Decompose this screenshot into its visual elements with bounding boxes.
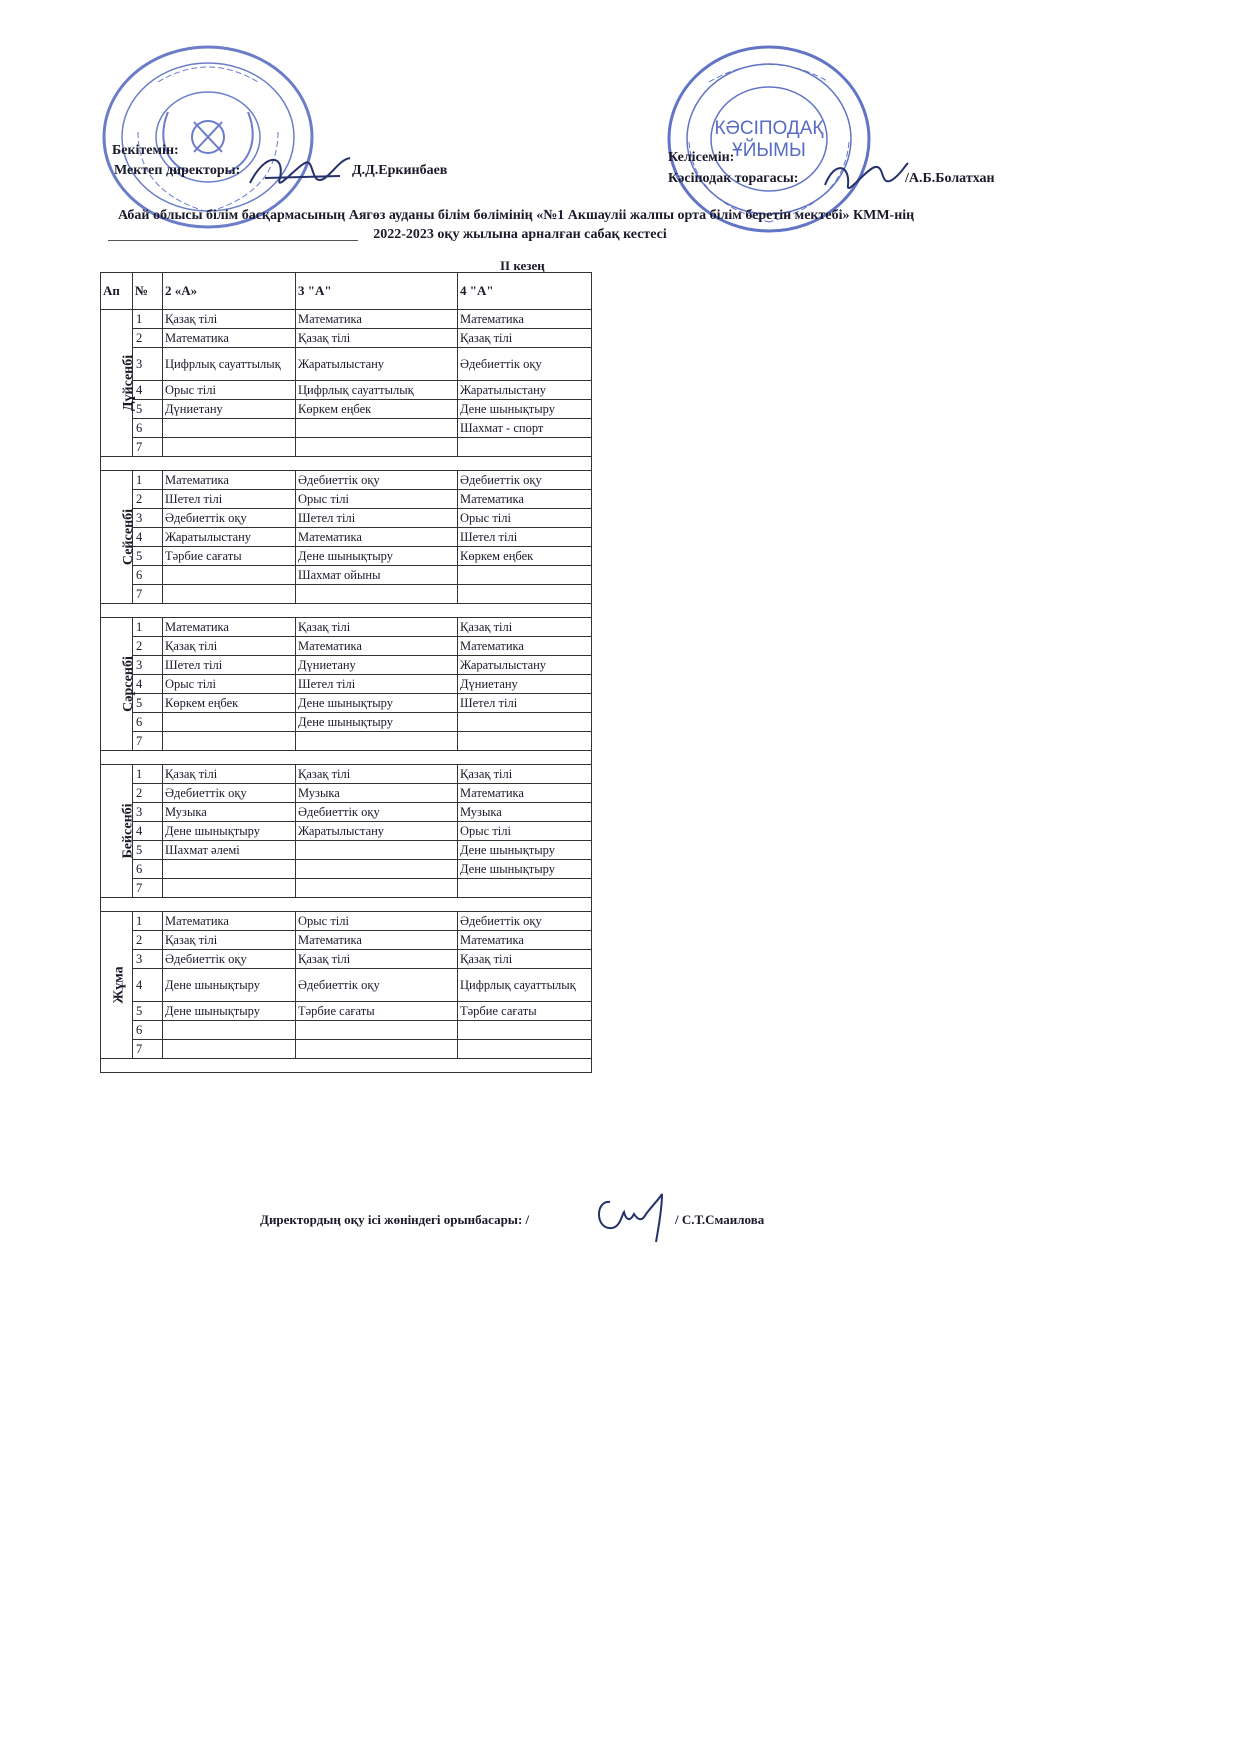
separator-cell xyxy=(101,604,592,618)
lesson-3a: Тәрбие сағаты xyxy=(296,1002,458,1021)
lesson-3a: Қазақ тілі xyxy=(296,329,458,348)
lesson-3a: Жаратылыстану xyxy=(296,348,458,381)
lesson-2a: Дене шынықтыру xyxy=(163,969,296,1002)
lesson-2a: Қазақ тілі xyxy=(163,637,296,656)
table-row xyxy=(101,969,592,1002)
lesson-2a: Математика xyxy=(163,618,296,637)
school-seal-stamp xyxy=(98,42,318,232)
lesson-number: 2 xyxy=(133,329,163,348)
agree-label: Келісемін: xyxy=(668,150,735,165)
lesson-4a xyxy=(458,1040,592,1059)
lesson-3a: Шетел тілі xyxy=(296,675,458,694)
table-row xyxy=(101,381,592,400)
lesson-4a xyxy=(458,713,592,732)
table-row xyxy=(101,471,592,490)
lesson-number: 2 xyxy=(133,490,163,509)
lesson-2a xyxy=(163,419,296,438)
lesson-number: 7 xyxy=(133,438,163,457)
schedule-body xyxy=(101,310,592,1073)
lesson-2a: Қазақ тілі xyxy=(163,765,296,784)
table-row xyxy=(101,841,592,860)
lesson-2a: Әдебиеттік оқу xyxy=(163,784,296,803)
day-cell xyxy=(101,618,136,751)
union-stamp-label: КӘСІПОДАҚ ҰЙЫМЫ xyxy=(714,118,824,161)
table-row xyxy=(101,637,592,656)
lesson-4a: Математика xyxy=(458,637,592,656)
lesson-2a: Орыс тілі xyxy=(163,675,296,694)
table-row xyxy=(101,547,592,566)
lesson-number: 2 xyxy=(133,931,163,950)
lesson-4a: Шетел тілі xyxy=(458,528,592,547)
lesson-2a: Шахмат әлемі xyxy=(163,841,296,860)
lesson-4a: Қазақ тілі xyxy=(458,765,592,784)
lesson-4a: Математика xyxy=(458,931,592,950)
lesson-number: 1 xyxy=(133,618,163,637)
lesson-number: 6 xyxy=(133,566,163,585)
separator-cell xyxy=(101,751,592,765)
document-title-line2: 2022-2023 оқу жылына арналған сабақ кестесі xyxy=(373,227,667,242)
lesson-number: 4 xyxy=(133,969,163,1002)
lesson-3a: Жаратылыстану xyxy=(296,822,458,841)
lesson-3a xyxy=(296,732,458,751)
lesson-2a: Жаратылыстану xyxy=(163,528,296,547)
lesson-3a xyxy=(296,438,458,457)
lesson-number: 5 xyxy=(133,400,163,419)
lesson-2a: Әдебиеттік оқу xyxy=(163,509,296,528)
lesson-4a: Дүниетану xyxy=(458,675,592,694)
lesson-2a: Цифрлық сауаттылық xyxy=(163,348,296,381)
lesson-2a: Дене шынықтыру xyxy=(163,1002,296,1021)
lesson-4a: Математика xyxy=(458,784,592,803)
lesson-3a xyxy=(296,585,458,604)
lesson-4a xyxy=(458,732,592,751)
lesson-4a: Математика xyxy=(458,310,592,329)
lesson-3a: Орыс тілі xyxy=(296,912,458,931)
table-row xyxy=(101,490,592,509)
lesson-4a: Жаратылыстану xyxy=(458,381,592,400)
lesson-3a xyxy=(296,841,458,860)
lesson-4a xyxy=(458,585,592,604)
lesson-3a xyxy=(296,1021,458,1040)
document-title-line1: Абай облысы білім басқармасының Аягөз ауданы білім бөлімінің «№1 Акшауліі жалпы орта білім беретін мектебі» КММ-нің xyxy=(118,208,915,223)
lesson-2a: Шетел тілі xyxy=(163,656,296,675)
lesson-4a: Қазақ тілі xyxy=(458,618,592,637)
separator-cell xyxy=(101,457,592,471)
lesson-number: 1 xyxy=(133,310,163,329)
day-cell xyxy=(101,765,136,898)
lesson-4a: Дене шынықтыру xyxy=(458,400,592,419)
lesson-3a: Көркем еңбек xyxy=(296,400,458,419)
table-row xyxy=(101,1021,592,1040)
director-signature xyxy=(245,148,355,198)
lesson-number: 2 xyxy=(133,784,163,803)
lesson-4a: Көркем еңбек xyxy=(458,547,592,566)
table-row xyxy=(101,822,592,841)
lesson-number: 4 xyxy=(133,381,163,400)
lesson-number: 1 xyxy=(133,765,163,784)
header-number: № xyxy=(133,273,163,310)
lesson-3a xyxy=(296,860,458,879)
lesson-number: 3 xyxy=(133,348,163,381)
table-row xyxy=(101,713,592,732)
approve-label: Бекітемін: xyxy=(112,143,179,158)
lesson-2a: Қазақ тілі xyxy=(163,931,296,950)
lesson-4a: Орыс тілі xyxy=(458,509,592,528)
lesson-3a: Дене шынықтыру xyxy=(296,547,458,566)
table-row xyxy=(101,1040,592,1059)
lesson-3a xyxy=(296,879,458,898)
lesson-3a: Математика xyxy=(296,637,458,656)
lesson-3a: Цифрлық сауаттылық xyxy=(296,381,458,400)
lesson-4a xyxy=(458,566,592,585)
lesson-2a xyxy=(163,438,296,457)
lesson-number: 7 xyxy=(133,585,163,604)
lesson-3a: Дүниетану xyxy=(296,656,458,675)
table-row xyxy=(101,585,592,604)
deputy-name: / С.Т.Смаилова xyxy=(675,1212,765,1227)
lesson-3a: Дене шынықтыру xyxy=(296,713,458,732)
lesson-4a: Қазақ тілі xyxy=(458,950,592,969)
lesson-number: 7 xyxy=(133,1040,163,1059)
lesson-number: 1 xyxy=(133,471,163,490)
lesson-2a: Дүниетану xyxy=(163,400,296,419)
day-separator-row xyxy=(101,457,592,471)
table-row xyxy=(101,879,592,898)
table-row xyxy=(101,694,592,713)
lesson-2a: Көркем еңбек xyxy=(163,694,296,713)
lesson-3a: Шахмат ойыны xyxy=(296,566,458,585)
lesson-3a: Қазақ тілі xyxy=(296,950,458,969)
day-name: Сейсенбі xyxy=(121,508,137,566)
lesson-4a: Орыс тілі xyxy=(458,822,592,841)
lesson-4a: Дене шынықтыру xyxy=(458,860,592,879)
lesson-number: 6 xyxy=(133,860,163,879)
separator-cell xyxy=(101,1059,592,1073)
lesson-4a: Цифрлық сауаттылық xyxy=(458,969,592,1002)
table-header-row xyxy=(101,273,592,310)
table-row xyxy=(101,1002,592,1021)
lesson-2a: Музыка xyxy=(163,803,296,822)
day-name: Жұма xyxy=(111,966,127,1004)
table-row xyxy=(101,348,592,381)
day-separator-row xyxy=(101,898,592,912)
lesson-number: 6 xyxy=(133,419,163,438)
lesson-3a: Орыс тілі xyxy=(296,490,458,509)
table-row xyxy=(101,566,592,585)
table-row xyxy=(101,912,592,931)
table-row xyxy=(101,784,592,803)
schedule-table xyxy=(100,272,592,1073)
table-row xyxy=(101,618,592,637)
lesson-2a: Математика xyxy=(163,471,296,490)
lesson-4a: Дене шынықтыру xyxy=(458,841,592,860)
day-name: Сәрсенбі xyxy=(120,656,136,712)
lesson-2a: Дене шынықтыру xyxy=(163,822,296,841)
header-class-2a: 2 «А» xyxy=(163,273,296,310)
lesson-number: 3 xyxy=(133,803,163,822)
lesson-4a: Математика xyxy=(458,490,592,509)
table-row xyxy=(101,419,592,438)
lesson-2a: Қазақ тілі xyxy=(163,310,296,329)
table-row xyxy=(101,329,592,348)
lesson-number: 5 xyxy=(133,1002,163,1021)
lesson-2a: Әдебиеттік оқу xyxy=(163,950,296,969)
lesson-3a: Әдебиеттік оқу xyxy=(296,969,458,1002)
lesson-2a: Шетел тілі xyxy=(163,490,296,509)
day-name: Дүйсенбі xyxy=(121,354,137,412)
lesson-number: 6 xyxy=(133,713,163,732)
lesson-2a xyxy=(163,1040,296,1059)
lesson-number: 5 xyxy=(133,841,163,860)
table-row xyxy=(101,656,592,675)
union-chair-label: Кәсіподак торагасы: xyxy=(668,171,799,186)
lesson-number: 6 xyxy=(133,1021,163,1040)
lesson-3a: Қазақ тілі xyxy=(296,765,458,784)
lesson-3a: Қазақ тілі xyxy=(296,618,458,637)
lesson-number: 3 xyxy=(133,509,163,528)
lesson-2a xyxy=(163,860,296,879)
lesson-3a: Математика xyxy=(296,528,458,547)
lesson-4a xyxy=(458,438,592,457)
lesson-number: 5 xyxy=(133,547,163,566)
lesson-4a: Әдебиеттік оқу xyxy=(458,912,592,931)
lesson-number: 4 xyxy=(133,675,163,694)
lesson-4a: Музыка xyxy=(458,803,592,822)
table-row xyxy=(101,509,592,528)
table-row xyxy=(101,310,592,329)
lesson-3a: Музыка xyxy=(296,784,458,803)
title-rule xyxy=(108,240,358,241)
deputy-label: Директордың оқу ісі жөніндегі орынбасары: / xyxy=(260,1212,530,1227)
day-separator-row xyxy=(101,751,592,765)
table-row xyxy=(101,950,592,969)
lesson-2a xyxy=(163,1021,296,1040)
lesson-3a xyxy=(296,419,458,438)
day-separator-row xyxy=(101,1059,592,1073)
lesson-3a: Дене шынықтыру xyxy=(296,694,458,713)
header-class-3a: 3 "А" xyxy=(296,273,458,310)
table-row xyxy=(101,860,592,879)
lesson-number: 4 xyxy=(133,822,163,841)
lesson-4a: Әдебиеттік оқу xyxy=(458,471,592,490)
lesson-4a: Шетел тілі xyxy=(458,694,592,713)
lesson-number: 2 xyxy=(133,637,163,656)
table-row xyxy=(101,438,592,457)
day-name: Бейсенбі xyxy=(120,803,136,859)
lesson-2a: Орыс тілі xyxy=(163,381,296,400)
table-row xyxy=(101,803,592,822)
day-cell xyxy=(101,310,137,457)
day-separator-row xyxy=(101,604,592,618)
deputy-signature xyxy=(590,1190,680,1245)
lesson-3a: Әдебиеттік оқу xyxy=(296,471,458,490)
lesson-2a xyxy=(163,585,296,604)
header-class-4a: 4 "А" xyxy=(458,273,592,310)
lesson-number: 1 xyxy=(133,912,163,931)
lesson-number: 3 xyxy=(133,656,163,675)
lesson-2a: Тәрбие сағаты xyxy=(163,547,296,566)
lesson-2a: Математика xyxy=(163,912,296,931)
separator-cell xyxy=(101,898,592,912)
table-row xyxy=(101,675,592,694)
lesson-2a xyxy=(163,566,296,585)
lesson-2a xyxy=(163,732,296,751)
union-signature xyxy=(820,155,910,200)
director-label: Мектеп директоры: xyxy=(114,163,241,178)
union-chair-name: /А.Б.Болатхан xyxy=(905,171,995,186)
period-label: ІІ кезең xyxy=(500,258,545,273)
lesson-4a: Қазақ тілі xyxy=(458,329,592,348)
director-name: Д.Д.Еркинбаев xyxy=(352,163,448,178)
lesson-number: 4 xyxy=(133,528,163,547)
lesson-2a: Математика xyxy=(163,329,296,348)
lesson-3a xyxy=(296,1040,458,1059)
table-row xyxy=(101,765,592,784)
table-row xyxy=(101,400,592,419)
table-row xyxy=(101,931,592,950)
lesson-4a: Шахмат - спорт xyxy=(458,419,592,438)
lesson-3a: Математика xyxy=(296,931,458,950)
lesson-4a xyxy=(458,1021,592,1040)
lesson-4a xyxy=(458,879,592,898)
table-row xyxy=(101,732,592,751)
header-day: Ап xyxy=(101,273,133,310)
lesson-number: 7 xyxy=(133,732,163,751)
lesson-2a xyxy=(163,713,296,732)
lesson-4a: Әдебиеттік оқу xyxy=(458,348,592,381)
day-cell xyxy=(101,471,137,604)
lesson-4a: Тәрбие сағаты xyxy=(458,1002,592,1021)
lesson-3a: Шетел тілі xyxy=(296,509,458,528)
table-row xyxy=(101,528,592,547)
lesson-3a: Әдебиеттік оқу xyxy=(296,803,458,822)
lesson-number: 3 xyxy=(133,950,163,969)
lesson-number: 7 xyxy=(133,879,163,898)
lesson-number: 5 xyxy=(133,694,163,713)
lesson-2a xyxy=(163,879,296,898)
lesson-4a: Жаратылыстану xyxy=(458,656,592,675)
lesson-3a: Математика xyxy=(296,310,458,329)
day-cell xyxy=(101,912,133,1059)
